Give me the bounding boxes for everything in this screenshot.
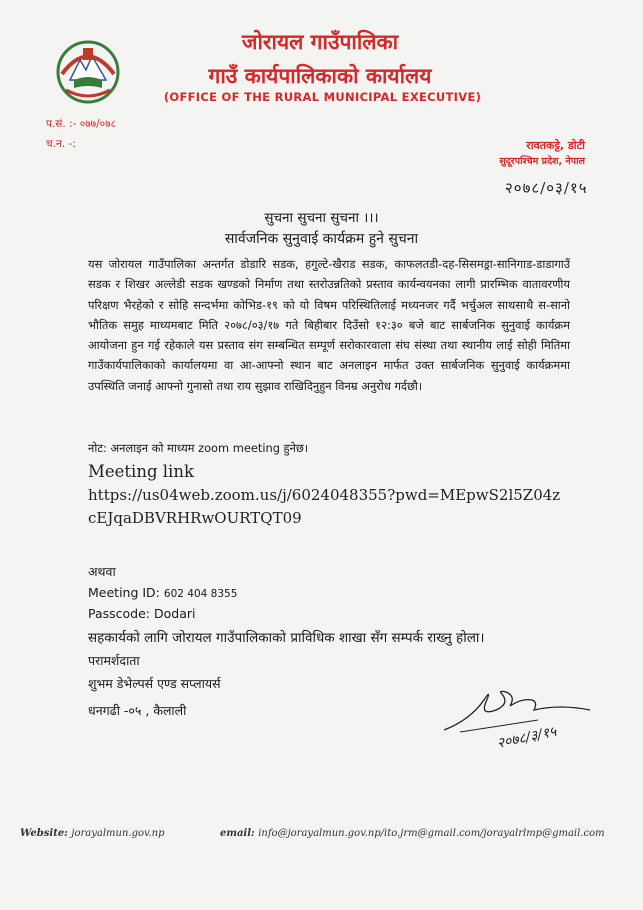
signature-date: २०७८/३/१५ — [495, 723, 558, 752]
passcode-line: Passcode: Dodari — [88, 606, 196, 621]
advisor-name: शुभम डेभेल्पर्स एण्ड सप्लायर्स — [88, 676, 221, 691]
footer-email — [220, 828, 605, 839]
website-label: Website: — [20, 828, 68, 839]
email-label: email: — [220, 828, 255, 839]
website-value[interactable]: jorayalmun.gov.np — [71, 828, 165, 839]
office-title-line1: जोरायल गाउँपालिका — [241, 30, 399, 54]
email-value[interactable]: info@jorayalmun.gov.np/ito.jrm@gmail.com/jorayalrlmp@gmail.com — [258, 828, 605, 839]
notice-body: यस जोरायल गाउँपालिका अन्तर्गत डोडारि सडक, हगुल्टे-खैराड सडक, काफलतडी-दह-सिसमड्रा-सानिगाड-डाडागाउँ सडक र शिखर अल्लेडी सडक खण्डको निर्माण तथा स्तरोउन्नतिको प्रस्ताव कार्यन्वयनका लागी प्रारम्भिक वातावरणीय परिक्षण भैरहेको र सोहि सन्दर्भमा कोभिड-१९ को यो विषम परिस्थितिलाई मध्यनजर गर्दै भर्चुअल साथसाथै स-सानो भौतिक समुह माध्यमबाट मिति २०७८/०३/१७ गते बिहीबार दिउँसो १२:३० बजे बाट सार्बजनिक सुनुवाई कार्यक्रम आयोजना हुन गई रहेकाले यस प्रस्ताव संग सम्बन्धित सम्पूर्ण सरोकारवाला संघ संस्था तथा स्थानीय लाई सोही मितिमा गाउँकार्यपालिकाको कार्यालयमा वा आ-आफ्नो स्थान बाट अनलाइन मार्फत उक्त सार्बजनिक सुनुवाई कार्यक्रममा उपस्थिति जनाई आफ्नो गुनासो तथा राय सुझाव राखिदिनुहुन विनम्र अनुरोध गर्दछौ। — [88, 257, 570, 393]
office-address-line2: सुदूरपश्चिम प्रदेश, नेपाल — [499, 156, 585, 167]
meeting-link[interactable]: https://us04web.zoom.us/j/6024048355?pwd=MEpwS2l5Z04zcEJqaDBVRHRwOURTQT09 — [88, 486, 561, 527]
advisor-label: परामर्शदाता — [88, 653, 140, 668]
online-note: नोट: अनलाइन को माध्यम zoom meeting हुनेछ। — [88, 441, 309, 455]
signature — [440, 680, 600, 760]
advisor-place: धनगढी -०५ , कैलाली — [88, 703, 187, 718]
handwritten-date: २०७८/०३/१५ — [505, 179, 588, 197]
office-title-line2: गाउँ कार्यपालिकाको कार्यालय — [208, 64, 432, 88]
office-address-line1: रावतकट्टे, डोटी — [526, 139, 585, 152]
notice-subject: सार्वजनिक सुनुवाई कार्यक्रम हुने सुचना — [224, 231, 419, 247]
nepal-emblem-icon — [52, 34, 124, 106]
or-label: अथवा — [88, 564, 116, 579]
contact-line: सहकार्यको लागि जोरायल गाउँपालिकाको प्राविधिक शाखा सँग सम्पर्क राख्नु होला। — [88, 630, 485, 646]
meeting-id-line — [88, 585, 237, 600]
notice-heading: सुचना सुचना सुचना ।।। — [264, 210, 379, 226]
dispatch-number: च.न. -: — [46, 138, 76, 150]
meeting-id-value: 602 404 8355 — [163, 588, 238, 600]
reference-number: प.सं. :- ०७७/०७८ — [46, 118, 117, 130]
office-title-english: (OFFICE OF THE RURAL MUNICIPAL EXECUTIVE) — [163, 90, 482, 104]
meeting-id-label: Meeting ID: — [88, 585, 160, 600]
meeting-link-label: Meeting link — [88, 462, 194, 481]
footer-website — [20, 828, 164, 839]
